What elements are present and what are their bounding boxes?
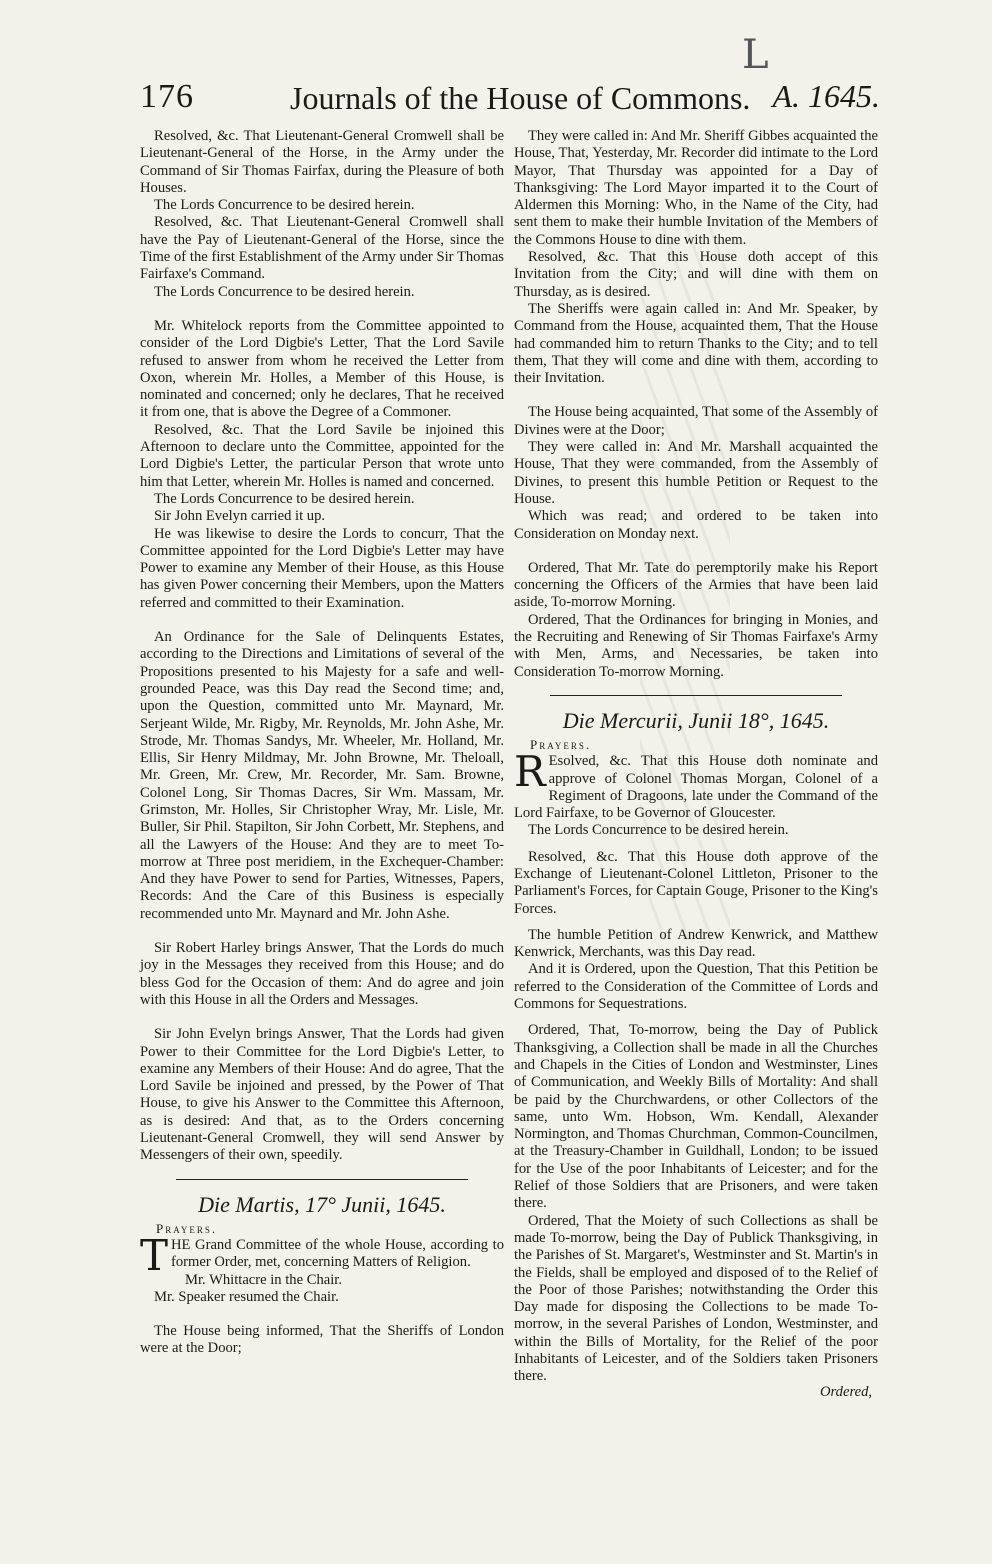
entry: Ordered, That the Ordinances for bringing in Monies, and the Recruiting and Renewing of Sir Thomas Fairfaxe's Army with Men, Arms, and Necessaries, be taken into Consideration To-morrow Morning. bbox=[514, 611, 878, 680]
left-column bbox=[140, 128, 504, 1358]
prayers-label: Prayers. bbox=[530, 736, 592, 752]
entry: The Sheriffs were again called in: And Mr. Speaker, by Command from the House, acquainted them, That the House had commanded him to return Thanks to the City; and to tell them, That they will come and dine with them, according to their Invitation. bbox=[514, 300, 878, 387]
running-year: A. 1645. bbox=[772, 78, 880, 114]
day-heading: Die Martis, 17° Junii, 1645. bbox=[198, 1191, 446, 1217]
entry: Resolved, &c. That this House doth accept of this Invitation from the City; and will dine with them on Thursday, as is desired. bbox=[514, 249, 878, 300]
entry: They were called in: And Mr. Sheriff Gibbes acquainted the House, That, Yesterday, Mr. Recorder did intimate to the Lord Mayor, That Thursday was appointed for a Day of Thanksgiving: The Lord Mayor imparted it to the Court of Aldermen this Morning: Who, in the Name of the City, had sent them to make their humble Invitation of the Members of the Commons House to dine with them. bbox=[514, 128, 878, 248]
entry: The Lords Concurrence to be desired herein. bbox=[154, 490, 415, 507]
drop-capital: T bbox=[140, 1230, 169, 1280]
entry: The Lords Concurrence to be desired herein. bbox=[154, 283, 415, 300]
entry: Resolved, &c. That the Lord Savile be injoined this Afternoon to declare unto the Committee, appointed for the Lord Digbie's Letter, the particular Person that wrote unto him that Letter, wherein Mr. Holles is named and concerned. bbox=[140, 421, 504, 490]
entry: Sir Robert Harley brings Answer, That the Lords do much joy in the Messages they received from this House; and do bless God for the Occasion of them: And do agree and join with this House in all the Orders and Messages. bbox=[140, 940, 504, 1008]
entry: Ordered, That, To-morrow, being the Day of Publick Thanksgiving, a Collection shall be made in all the Churches and Chapels in the Cities of London and Westminster, Lines of Communication, and Weekly Bills of Mortality: And shall be paid by the Churchwardens, or other Collectors of the same, unto Wm. Hobson, Wm. Kendall, Alexander Normington, and Thomas Churchman, Common-Councilmen, at the Treasury-Chamber in Guildhall, London; to be issued for the Use of the poor Inhabitants of Leicester; and for the Relief of those Soldiers that are Prisoners, and were taken there. bbox=[514, 1022, 878, 1212]
entry bbox=[514, 747, 878, 822]
entry: Resolved, &c. That this House doth approve of the Exchange of Lieutenant-Colonel Littleton, Prisoner to the Parliament's Forces, for Captain Gouge, Prisoner to the King's Forces. bbox=[514, 848, 878, 917]
entry: Ordered, That Mr. Tate do peremptorily make his Report concerning the Officers of the Armies that have been laid aside, To-morrow Morning. bbox=[514, 559, 878, 611]
entry: The House being informed, That the Sheriffs of London were at the Door; bbox=[140, 1323, 504, 1357]
entry: They were called in: And Mr. Marshall acquainted the House, That they were commanded, from the Assembly of Divines, to present this humble Petition or Request to the House. bbox=[514, 439, 878, 507]
entry: Resolved, &c. That Lieutenant-General Cromwell shall be Lieutenant-General of the Horse, in the Army under the Command of Sir Thomas Fairfax, during the Pleasure of both Houses. bbox=[140, 128, 504, 196]
entry: He was likewise to desire the Lords to concurr, That the Committee appointed for the Lord Digbie's Letter may have Power to examine any Member of their House, as this House has given Power concerning their Members, upon the Matters referred and committed to their Examination. bbox=[140, 525, 504, 611]
entry-text: HE Grand Committee of the whole House, according to former Order, met, concerning Matters of Religion. bbox=[171, 1236, 504, 1271]
entry: Resolved, &c. That Lieutenant-General Cromwell shall have the Pay of Lieutenant-General of the Horse, since the Time of the first Establishment of the Army under Sir Thomas Fairfaxe's Command. bbox=[140, 214, 504, 283]
entry: The Lords Concurrence to be desired herein. bbox=[154, 197, 415, 214]
day-heading: Die Mercurii, Junii 18°, 1645. bbox=[562, 707, 830, 733]
entry: An Ordinance for the Sale of Delinquents Estates, according to the Directions and Limitations of several of the Propositions presented to his Majesty for a safe and well-grounded Peace, was this Day read the Second time; and, upon the Question, committed unto Mr. Maynard, Mr. Serjeant Wilde, Mr. Rigby, Mr. Reynolds, Mr. John Ashe, Mr. Strode, Mr. Thomas Sandys, Mr. Wheeler, Mr. Holland, Mr. Ellis, Sir Henry Mildmay, Mr. John Browne, Mr. Theloall, Mr. Green, Mr. Crew, Mr. Recorder, Mr. Sam. Browne, Colonel Long, Sir Thomas Dacres, Sir Wm. Massam, Mr. Grimston, Mr. Holles, Sir Christopher Wray, Mr. Lisle, Mr. Buller, Sir Phil. Stapilton, Sir John Corbett, Mr. Stephens, and all the Lawyers of the House: And they are to meet To-morrow at Three post meridiem, in the Exchequer-Chamber: And they have Power to send for Parties, Witnesses, Papers, Records: And the Care of this Business is especially recommended unto Mr. Maynard and Mr. John Ashe. bbox=[140, 629, 504, 922]
entry: Sir John Evelyn brings Answer, That the Lords had given Power to their Committee for the Lord Digbie's Letter, to examine any Members of their House: And do agree, That the Lord Savile be injoined and pressed, by the Power of That House, to give his Answer to the Committee this Afternoon, as is desired: And that, as to the Orders concerning Lieutenant-General Cromwell, they will send Answer by Messengers of their own, speedily. bbox=[140, 1026, 504, 1164]
entry: Ordered, That the Moiety of such Collections as shall be made To-morrow, being the Day of Publick Thanksgiving, in the Parishes of St. Margaret's, Westminster and St. Martin's in the Fields, shall be employed and disposed of to the Relief of the Poor of those Parishes; notwithstanding the Order this Day made for disposing the Collections to be made To-morrow, in the several Parishes of London, Westminster, and within the Bills of Mortality, for the Relief of the poor Inhabitants of Leicester, and of the Soldiers taken Prisoners there. bbox=[514, 1212, 878, 1385]
entry: Sir John Evelyn carried it up. bbox=[154, 508, 326, 525]
section-rule bbox=[176, 1179, 468, 1180]
entry: And it is Ordered, upon the Question, That this Petition be referred to the Consideration of the Committee of Lords and Commons for Sequestrations. bbox=[514, 961, 878, 1013]
entry: Mr. Whittacre in the Chair. bbox=[185, 1271, 342, 1288]
entry: Mr. Speaker resumed the Chair. bbox=[154, 1288, 339, 1305]
page-number: 176 bbox=[140, 78, 194, 115]
entry: The humble Petition of Andrew Kenwrick, and Matthew Kenwrick, Merchants, was this Day read. bbox=[514, 926, 878, 961]
prayers-label: Prayers. bbox=[156, 1220, 218, 1236]
running-title: Journals of the House of Commons. bbox=[290, 80, 751, 116]
entry: Which was read; and ordered to be taken into Consideration on Monday next. bbox=[514, 508, 878, 542]
section-rule bbox=[550, 695, 842, 696]
catchword: Ordered, bbox=[820, 1384, 873, 1400]
right-column bbox=[514, 128, 878, 1386]
page-header bbox=[140, 78, 880, 126]
entry: Mr. Whitelock reports from the Committee appointed to consider of the Lord Digbie's Letter, That the Lord Savile refused to answer from whom he received the Letter from Oxon, wherein Mr. Holles, a Member of this House, is nominated and concerned; only he declares, That he received it from one, that is above the Degree of a Commoner. bbox=[140, 317, 504, 421]
entry-text: Esolved, &c. That this House doth nominate and approve of Colonel Thomas Morgan, Colonel of a Regiment of Dragoons, late under the Command of the Lord Fairfaxe, to be Governor of Gloucester. bbox=[514, 753, 878, 822]
drop-capital: R bbox=[514, 747, 546, 797]
entry: The Lords Concurrence to be desired herein. bbox=[528, 822, 789, 839]
margin-mark: L bbox=[742, 32, 769, 78]
entry: The House being acquainted, That some of the Assembly of Divines were at the Door; bbox=[514, 404, 878, 438]
